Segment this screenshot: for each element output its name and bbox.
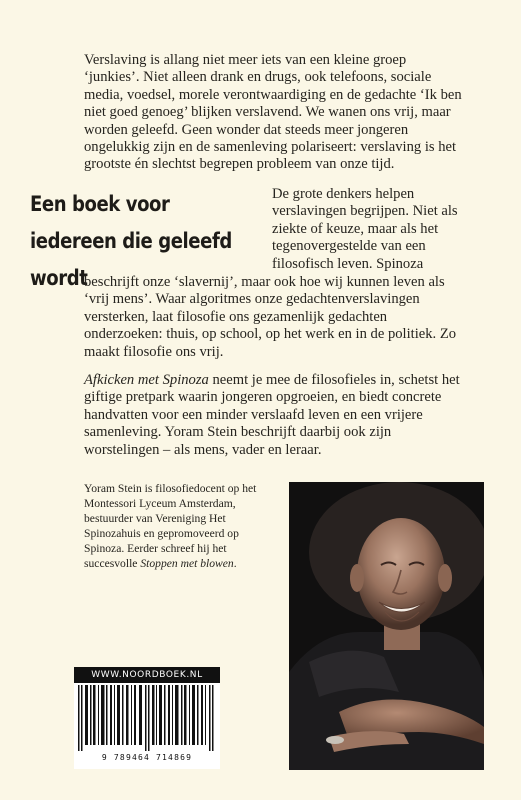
publisher-url: WWW.NOORDBOEK.NL [74, 667, 220, 683]
book-title: Afkicken met Spinoza [84, 372, 209, 388]
book-description-paragraph [84, 372, 469, 459]
isbn-digits: 9 789464 714869 [101, 753, 193, 762]
book-description-text: neemt je mee de filosofieles in, schetst het giftige pretpark waarin jongeren opgroeien, en biedt concrete handvatten voor een minder verslaafd leven en een vrijere samenleving. Yoram Stein beschrijft daarbij ook zijn worstelingen – als mens, vader en leraar. [84, 372, 460, 458]
author-bio-text: Yoram Stein is filosofiedocent op het Montessori Lyceum Amsterdam, bestuurder van Vereniging Het Spinozahuis en gepromoveerd op Spinoza. Eerder schreef hij het succesvolle [84, 482, 257, 571]
section-heading: Een boek voor iedereen die geleefd wordt [30, 192, 232, 290]
isbn-barcode [74, 667, 220, 769]
intro-paragraph: Verslaving is allang niet meer iets van een kleine groep ‘junkies’. Niet alleen drank en drugs, ook telefoons, sociale media, voedsel, morele verontwaardiging en de gedachte ‘Ik ben niet goed genoeg’ blijken verslavend. We wanen ons vrij, maar worden geleefd. Geen wonder dat steeds meer jongeren ongelukkig zijn en de samenleving polariseert: verslaving is het grootste én slechtst begrepen probleem van onze tijd. [84, 52, 462, 173]
thinkers-paragraph-top: De grote denkers helpen verslavingen begrijpen. Niet als ziekte of keuze, maar als het tegenovergestelde van een filosofisch leven. Spinoza [272, 186, 458, 272]
previous-book-title: Stoppen met blowen [140, 557, 234, 571]
author-bio [84, 481, 279, 572]
barcode-bars-image [76, 685, 218, 751]
author-photo [289, 482, 484, 770]
thinkers-paragraph-rest: beschrijft onze ‘slavernij’, maar ook hoe wij kunnen leven als ‘vrij mens’. Waar algoritmes onze gedachtenverslavingen versterken, laat filosofie ons gezamenlijk gedachten onderzoeken: thuis, op school, op het werk en in de politiek. Zo maakt filosofie ons vrij. [84, 274, 457, 360]
author-bio-end: . [233, 557, 237, 571]
author-portrait-image [289, 482, 484, 770]
